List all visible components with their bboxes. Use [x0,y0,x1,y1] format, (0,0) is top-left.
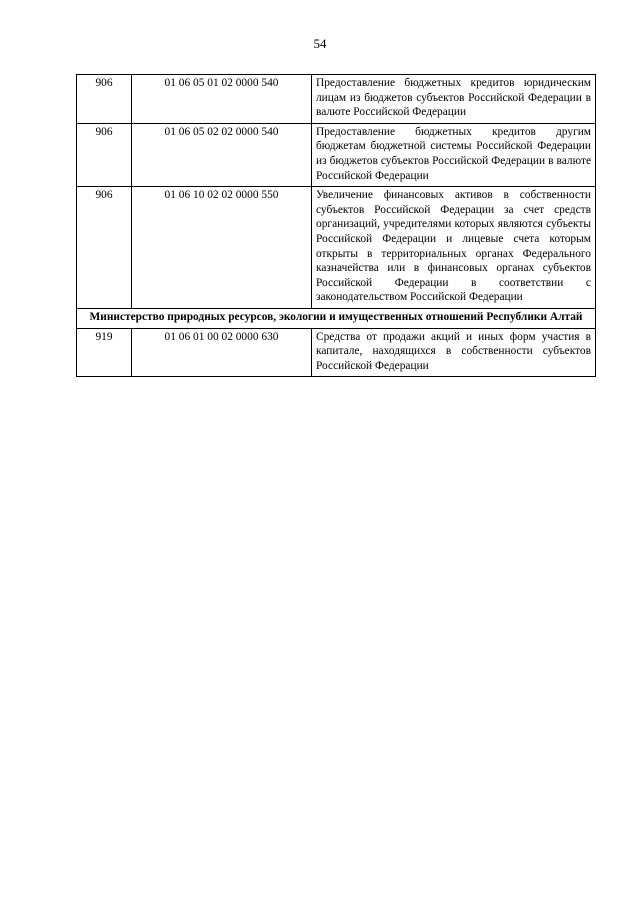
table-row [77,123,596,186]
table-row [77,328,596,377]
admin-code-cell: 919 [77,328,132,377]
budget-codes-table [76,74,596,377]
table-row [77,187,596,309]
budget-classification-code-cell: 01 06 05 02 02 0000 540 [132,123,312,186]
budget-classification-code-cell: 01 06 05 01 02 0000 540 [132,75,312,124]
admin-code-cell: 906 [77,187,132,309]
description-cell: Увеличение финансовых активов в собственности субъектов Российской Федерации за счет средств организаций, учредителями которых являются субъекты Российской Федерации и лицевые счета которым открыты в территориальных органах Федерального казначейства или в финансовых органах субъектов Российской Федерации в соответствии с законодательством Российской Федерации [312,187,596,309]
section-header-cell: Министерство природных ресурсов, экологии и имущественных отношений Республики Алтай [77,308,596,328]
admin-code-cell: 906 [77,75,132,124]
page-number: 54 [313,36,327,51]
description-cell: Средства от продажи акций и иных форм участия в капитале, находящихся в собственности субъектов Российской Федерации [312,328,596,377]
description-cell: Предоставление бюджетных кредитов юридическим лицам из бюджетов субъектов Российской Федерации в валюте Российской Федерации [312,75,596,124]
budget-classification-code-cell: 01 06 10 02 02 0000 550 [132,187,312,309]
budget-classification-code-cell: 01 06 01 00 02 0000 630 [132,328,312,377]
description-cell: Предоставление бюджетных кредитов другим бюджетам бюджетной системы Российской Федерации из бюджетов субъектов Российской Федерации в валюте Российской Федерации [312,123,596,186]
table-row [77,75,596,124]
admin-code-cell: 906 [77,123,132,186]
section-header-row [77,308,596,328]
